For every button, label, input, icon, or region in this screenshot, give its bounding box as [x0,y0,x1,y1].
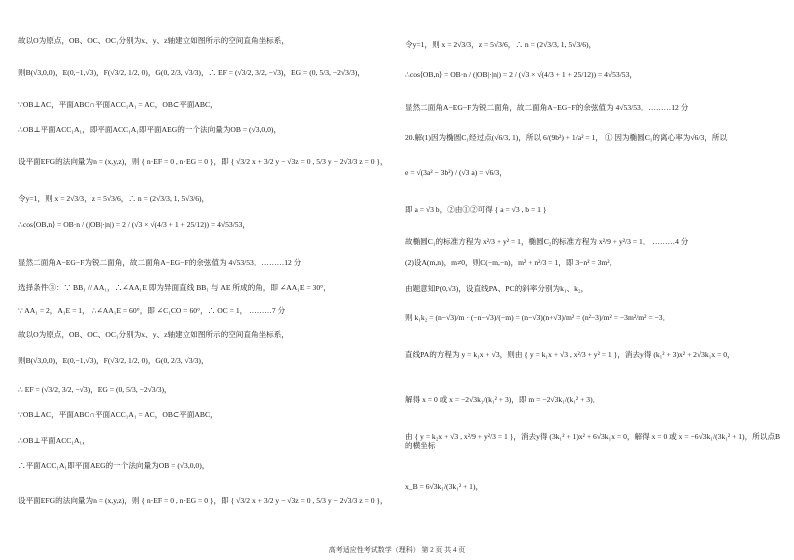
text-line: (2)设A(m,n)，m≠0，则C(−m,−n)，m² + n²/3 = 1，即 3−n² = 3m²． [405,258,618,267]
left-column [18,0,398,540]
text-line: 选择条件③：∵ BB₁ // AA₁，∴∠AA₁E 即为异面直线 BB₁ 与 AE 所成的角，即 ∠AA₁E = 30°， [18,283,331,292]
text-line: 显然二面角A−EG−F为锐二面角，故二面角A−EG−F的余弦值为 4√53/53．………12 分 [18,258,302,267]
text-line: 即 a = √3 b，②由①②可得 { a = √3 , b = 1 } [405,205,547,214]
text-line: 显然二面角A−EG−F为锐二面角，故二面角A−EG−F的余弦值为 4√53/53．………12 分 [405,103,689,112]
text-line: ∴OB⊥平面ACC₁A₁，即平面ACC₁A₁即平面AEG的一个法向量为OB = (√3,0,0)， [18,125,282,134]
text-line: 故椭圆C₁的标准方程为 x²/3 + y² = 1，椭圆C₂的标准方程为 x²/9 + y²/3 = 1． ………4 分 [405,237,689,246]
text-line: 则B(√3,0,0)，E(0,−1,√3)，F(√3/2, 1/2, 0)，G(0, 2/3, √3/3)，∴ EF = (√3/2, 3/2, −√3)，EG = (0, 5/3, −2√3/3)， [18,68,365,77]
text-line: ∵OB⊥AC，平面ABC∩平面ACC₁A₁ = AC，OB⊂平面ABC， [18,100,218,109]
text-line: ∴平面ACC₁A₁即平面AEG的一个法向量为OB = (√3,0,0)， [18,461,210,470]
text-line: ∴cos⟨OB,n⟩ = OB·n / (|OB|·|n|) = 2 / (√3 × √(4/3 + 1 + 25/12)) = 4√53/53， [405,70,637,79]
text-line: x_B = 6√3k₁/(3k₁² + 1)， [405,482,484,491]
text-line: 设平面EFG的法向量为n = (x,y,z)，则 { n·EF = 0 , n·EG = 0 }，即 { √3/2 x + 3/2 y − √3z = 0 , 5/3 y − 2√3/3 z = 0 }， [18,496,388,505]
text-line: 令y=1，则 x = 2√3/3，z = 5√3/6，∴ n = (2√3/3, 1, 5√3/6)， [405,40,597,49]
text-line: 则B(√3,0,0)，E(0,−1,√3)，F(√3/2, 1/2, 0)，G(0, 2/3, √3/3)， [18,356,209,365]
text-line: 则 k₁k₂ = (n−√3)/m · (−n−√3)/(−m) = (n−√3)(n+√3)/m² = (n²−3)/m² = −3m²/m² = −3． [405,313,671,322]
text-line: 由题意知P(0,√3)，设直线PA、PC的斜率分别为k₁、k₂， [405,284,589,293]
text-line: 故以O为原点，OB、OC、OC₁分别为x、y、z轴建立如图所示的空间直角坐标系， [18,36,289,45]
text-line: ∵ AA₁ = 2，A₁E = 1， ∴∠AA₁E = 60°，即 ∠C₁CO = 60°，∴ OC = 1， ………7 分 [18,306,286,315]
page-footer: 高考适应性考试数学（理科） 第 2 页 共 4 页 [328,545,466,554]
text-line: 令y=1，则 x = 2√3/3，z = 5√3/6，∴ n = (2√3/3, 1, 5√3/6)， [18,194,210,203]
text-line: ∴OB⊥平面ACC₁A₁， [18,436,90,445]
text-line: 直线PA的方程为 y = k₁x + √3，则由 { y = k₁x + √3 , x²/3 + y² = 1 }，消去y得 (k₁² + 3)x² + 2√3k₁x = 0， [405,350,735,359]
text-line: ∴cos⟨OB,n⟩ = OB·n / (|OB|·|n|) = 2 / (√3 × √(4/3 + 1 + 25/12)) = 4√53/53， [18,220,250,229]
text-line: ∵OB⊥AC，平面ABC∩平面ACC₁A₁ = AC，OB⊂平面ABC， [18,410,218,419]
text-line: ∴ EF = (√3/2, 3/2, −√3)，EG = (0, 5/3, −2√3/3)， [18,385,172,394]
text-line: 设平面EFG的法向量为n = (x,y,z)，则 { n·EF = 0 , n·EG = 0 }，即 { √3/2 x + 3/2 y − √3z = 0 , 5/3 y − 2√3/3 z = 0 }， [18,157,388,166]
text-line: 解得 x = 0 或 x = −2√3k₁/(k₁² + 3)，即 m = −2√3k₁/(k₁² + 3)． [405,395,601,404]
text-line: e = √(3a² − 3b²) / (√3 a) = √6/3， [405,168,507,177]
right-column [405,0,785,540]
text-line: 故以O为原点，OB、OC、OC₁分别为x、y、z轴建立如图所示的空间直角坐标系， [18,330,289,339]
text-line: 20.解(1)因为椭圆C₁经过点(√6/3, 1)，所以 6/(9b²) + 1/a² = 1， ① 因为椭圆C₁的离心率为√6/3，所以 [405,133,728,142]
text-line: 由 { y = k₂x + √3 , x²/9 + y²/3 = 1 }，消去y得 (3k₁² + 1)x² + 6√3k₁x = 0，解得 x = 0 或 x = −6√3k₁/(3k₁² + 1)，所以点B的横坐标 [405,432,781,451]
